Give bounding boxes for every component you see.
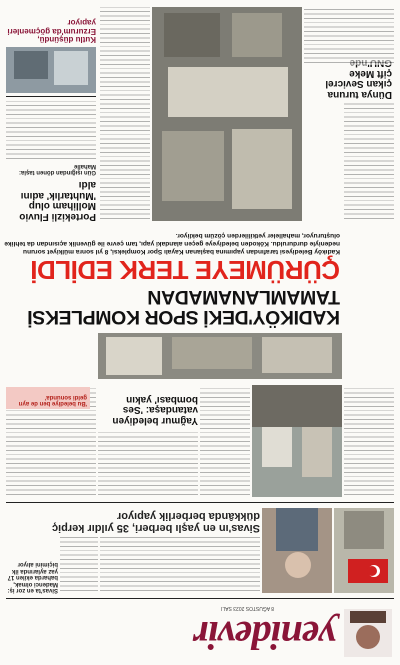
sidebar-left-title: Yağmur belediyen vatandaşa: 'Ses bombası' yakın <box>112 394 198 426</box>
bottom-right-photo <box>6 47 96 93</box>
top-story-side-title: Sivas'ta en zor iş: Madenci olmak, baharda ekilen 17 yaz aylarında ilk biçimini alıyor <box>7 561 58 593</box>
newspaper-logo: yenidevir <box>193 613 336 658</box>
sidebar-right-subtitle: Gün ışığından dönen taşla: Mahalle <box>18 163 96 175</box>
main-photo-building <box>98 333 342 379</box>
sidebar-right-title: Portekizli Fluvio Molliham olup 'Muhtarlık' adını aldı <box>19 179 96 222</box>
highlight-box <box>6 387 90 409</box>
highlight-text: 'Bu belediye ben de ayrı geldi sonunda' <box>18 394 87 406</box>
headline-deck: Kadıköy Belediyesi tarafından yapımına başlanan Kayalı Spor Kompleksi, 8 yıl sonra mülkiyet sorunu nedeniyle durduruldu. Kökoden belediyeye geçen alandaki yapı, tam çevre ile güvenlik açısından da tehlike oluşturuyor, mahalleler yetkililerden çözüm bekliyor. <box>4 232 340 255</box>
left-column-text <box>344 385 394 497</box>
brand-emblem-icon <box>342 607 394 659</box>
dateline: 8 AĞUSTOS 2023 SALI <box>221 605 274 611</box>
headline-main: ÇÜRÜMEYE TERK EDİLDİ <box>30 255 340 285</box>
sidebar-left-body <box>98 429 198 497</box>
aerial-photo-complex <box>152 7 302 221</box>
masthead <box>6 601 394 659</box>
lower-center-column-text <box>100 7 150 221</box>
sidebar-mid-body <box>304 7 394 65</box>
top-story-side-body <box>60 535 98 593</box>
top-story-photo-flag <box>334 508 394 593</box>
bottom-right-title: Kutlu düşündü, Erzurum'da göçmenleri yapıyor <box>7 18 96 44</box>
sidebar-right-body <box>6 101 96 161</box>
left-photo-street <box>252 385 342 497</box>
headline-kicker: KADIKÖY'DEKİ SPOR KOMPLEKSİ TAMAMLANAMADAN <box>27 286 340 328</box>
mid-column-text <box>200 385 250 497</box>
top-story-photo-barber <box>262 508 332 593</box>
top-story-title: Sivas'ın en yaşlı berberi, 35 yıldır kerpiç dükkânda berberlik yapıyor <box>51 510 260 534</box>
sidebar-mid-title: Dünya turuna çıkan Sevicrel çift Meke <box>325 68 392 100</box>
top-story-body <box>100 535 260 593</box>
lower-left-column-text <box>344 101 394 221</box>
